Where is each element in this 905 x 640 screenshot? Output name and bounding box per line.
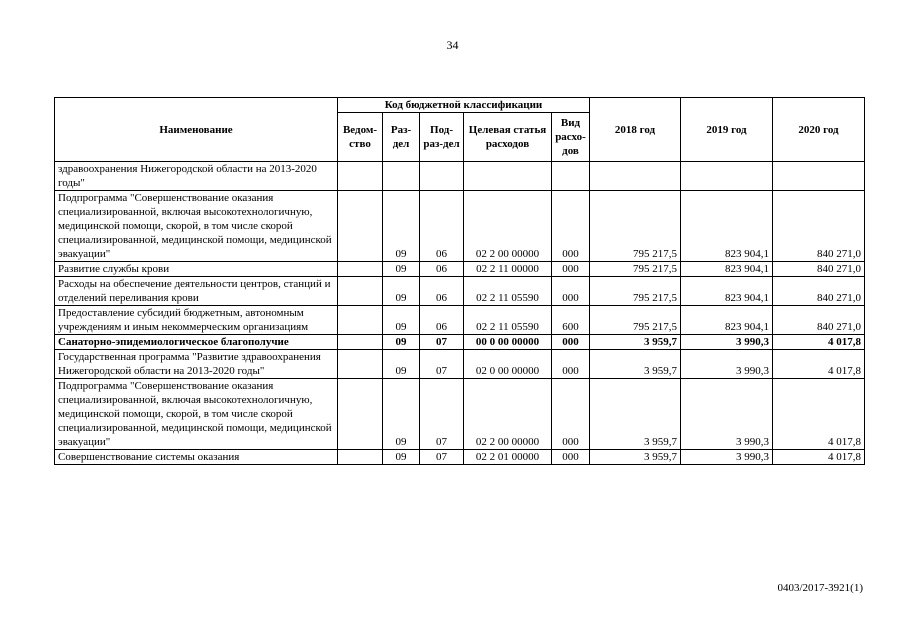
cell-razdel: 09 bbox=[383, 306, 420, 335]
cell-razdel: 09 bbox=[383, 450, 420, 465]
cell-2018: 3 959,7 bbox=[590, 350, 681, 379]
cell-celevaya: 02 2 01 00000 bbox=[464, 450, 552, 465]
cell-name: Подпрограмма "Совершенствование оказания специализированной, включая высокотехнологичную, медицинской помощи, скорой, в том числе скорой специализированной, медицинской помощи, медицинской эвакуации" bbox=[55, 379, 338, 450]
cell-2019: 823 904,1 bbox=[681, 306, 773, 335]
cell-vedomstvo bbox=[338, 162, 383, 191]
cell-vedomstvo bbox=[338, 262, 383, 277]
cell-vid: 000 bbox=[552, 335, 590, 350]
cell-2020: 4 017,8 bbox=[773, 379, 865, 450]
cell-name: здравоохранения Нижегородской области на 2013-2020 годы" bbox=[55, 162, 338, 191]
cell-2020: 840 271,0 bbox=[773, 277, 865, 306]
budget-table bbox=[54, 97, 865, 465]
cell-vid: 000 bbox=[552, 277, 590, 306]
cell-2018: 3 959,7 bbox=[590, 450, 681, 465]
cell-name: Предоставление субсидий бюджетным, автономным учреждениям и иным некоммерческим организациям bbox=[55, 306, 338, 335]
cell-razdel bbox=[383, 162, 420, 191]
cell-podrazdel: 06 bbox=[420, 306, 464, 335]
cell-podrazdel: 07 bbox=[420, 335, 464, 350]
cell-podrazdel: 06 bbox=[420, 277, 464, 306]
cell-name: Государственная программа "Развитие здравоохранения Нижегородской области на 2013-2020 годы" bbox=[55, 350, 338, 379]
cell-vid bbox=[552, 162, 590, 191]
table-row bbox=[55, 262, 865, 277]
cell-razdel: 09 bbox=[383, 379, 420, 450]
col-header-kbk-group: Код бюджетной классификации bbox=[338, 98, 590, 113]
cell-2019: 3 990,3 bbox=[681, 450, 773, 465]
cell-razdel: 09 bbox=[383, 191, 420, 262]
cell-vid: 000 bbox=[552, 191, 590, 262]
cell-2019 bbox=[681, 162, 773, 191]
col-header-razdel: Раз-дел bbox=[383, 113, 420, 162]
cell-podrazdel: 06 bbox=[420, 262, 464, 277]
cell-2018: 795 217,5 bbox=[590, 277, 681, 306]
col-header-name: Наименование bbox=[55, 98, 338, 162]
cell-name: Расходы на обеспечение деятельности центров, станций и отделений переливания крови bbox=[55, 277, 338, 306]
cell-razdel: 09 bbox=[383, 350, 420, 379]
cell-2019: 823 904,1 bbox=[681, 262, 773, 277]
cell-celevaya: 02 2 11 05590 bbox=[464, 277, 552, 306]
cell-celevaya: 02 2 11 00000 bbox=[464, 262, 552, 277]
cell-vid: 000 bbox=[552, 262, 590, 277]
cell-podrazdel: 07 bbox=[420, 379, 464, 450]
cell-2019: 3 990,3 bbox=[681, 379, 773, 450]
cell-2019: 823 904,1 bbox=[681, 277, 773, 306]
cell-2018: 795 217,5 bbox=[590, 262, 681, 277]
cell-2020: 840 271,0 bbox=[773, 191, 865, 262]
cell-vid: 600 bbox=[552, 306, 590, 335]
cell-celevaya bbox=[464, 162, 552, 191]
cell-2019: 823 904,1 bbox=[681, 191, 773, 262]
cell-razdel: 09 bbox=[383, 277, 420, 306]
cell-celevaya: 00 0 00 00000 bbox=[464, 335, 552, 350]
page-number: 34 bbox=[446, 38, 459, 52]
cell-podrazdel: 07 bbox=[420, 450, 464, 465]
cell-name: Санаторно-эпидемиологическое благополучие bbox=[55, 335, 338, 350]
cell-name: Подпрограмма "Совершенствование оказания специализированной, включая высокотехнологичную, медицинской помощи, скорой, в том числе скорой специализированной, медицинской помощи, медицинской эвакуации" bbox=[55, 191, 338, 262]
cell-vid: 000 bbox=[552, 450, 590, 465]
cell-vedomstvo bbox=[338, 450, 383, 465]
cell-podrazdel: 06 bbox=[420, 191, 464, 262]
cell-2019: 3 990,3 bbox=[681, 335, 773, 350]
cell-2020: 840 271,0 bbox=[773, 306, 865, 335]
cell-vedomstvo bbox=[338, 350, 383, 379]
table-row bbox=[55, 191, 865, 262]
cell-2018: 795 217,5 bbox=[590, 306, 681, 335]
table-row bbox=[55, 277, 865, 306]
col-header-2019: 2019 год bbox=[681, 98, 773, 162]
cell-vedomstvo bbox=[338, 379, 383, 450]
cell-celevaya: 02 2 00 00000 bbox=[464, 191, 552, 262]
table-row bbox=[55, 350, 865, 379]
cell-2018: 795 217,5 bbox=[590, 191, 681, 262]
cell-vedomstvo bbox=[338, 191, 383, 262]
cell-celevaya: 02 2 00 00000 bbox=[464, 379, 552, 450]
cell-podrazdel: 07 bbox=[420, 350, 464, 379]
cell-name: Развитие службы крови bbox=[55, 262, 338, 277]
cell-2018: 3 959,7 bbox=[590, 335, 681, 350]
col-header-vedomstvo: Ведом-ство bbox=[338, 113, 383, 162]
col-header-2020: 2020 год bbox=[773, 98, 865, 162]
cell-2020: 840 271,0 bbox=[773, 262, 865, 277]
cell-razdel: 09 bbox=[383, 335, 420, 350]
col-header-vid: Вид расхо-дов bbox=[552, 113, 590, 162]
cell-2018 bbox=[590, 162, 681, 191]
cell-vedomstvo bbox=[338, 277, 383, 306]
col-header-celevaya: Целевая статья расходов bbox=[464, 113, 552, 162]
cell-podrazdel bbox=[420, 162, 464, 191]
cell-2020: 4 017,8 bbox=[773, 350, 865, 379]
cell-2020 bbox=[773, 162, 865, 191]
cell-vedomstvo bbox=[338, 306, 383, 335]
table-row bbox=[55, 450, 865, 465]
table-row bbox=[55, 379, 865, 450]
document-code: 0403/2017-3921(1) bbox=[777, 582, 863, 594]
table-row bbox=[55, 306, 865, 335]
cell-celevaya: 02 2 11 05590 bbox=[464, 306, 552, 335]
col-header-2018: 2018 год bbox=[590, 98, 681, 162]
cell-vid: 000 bbox=[552, 350, 590, 379]
cell-2020: 4 017,8 bbox=[773, 335, 865, 350]
table-row bbox=[55, 335, 865, 350]
cell-2019: 3 990,3 bbox=[681, 350, 773, 379]
cell-vid: 000 bbox=[552, 379, 590, 450]
col-header-podrazdel: Под-раз-дел bbox=[420, 113, 464, 162]
cell-2018: 3 959,7 bbox=[590, 379, 681, 450]
table-row bbox=[55, 162, 865, 191]
cell-2020: 4 017,8 bbox=[773, 450, 865, 465]
cell-razdel: 09 bbox=[383, 262, 420, 277]
cell-vedomstvo bbox=[338, 335, 383, 350]
cell-celevaya: 02 0 00 00000 bbox=[464, 350, 552, 379]
cell-name: Совершенствование системы оказания bbox=[55, 450, 338, 465]
